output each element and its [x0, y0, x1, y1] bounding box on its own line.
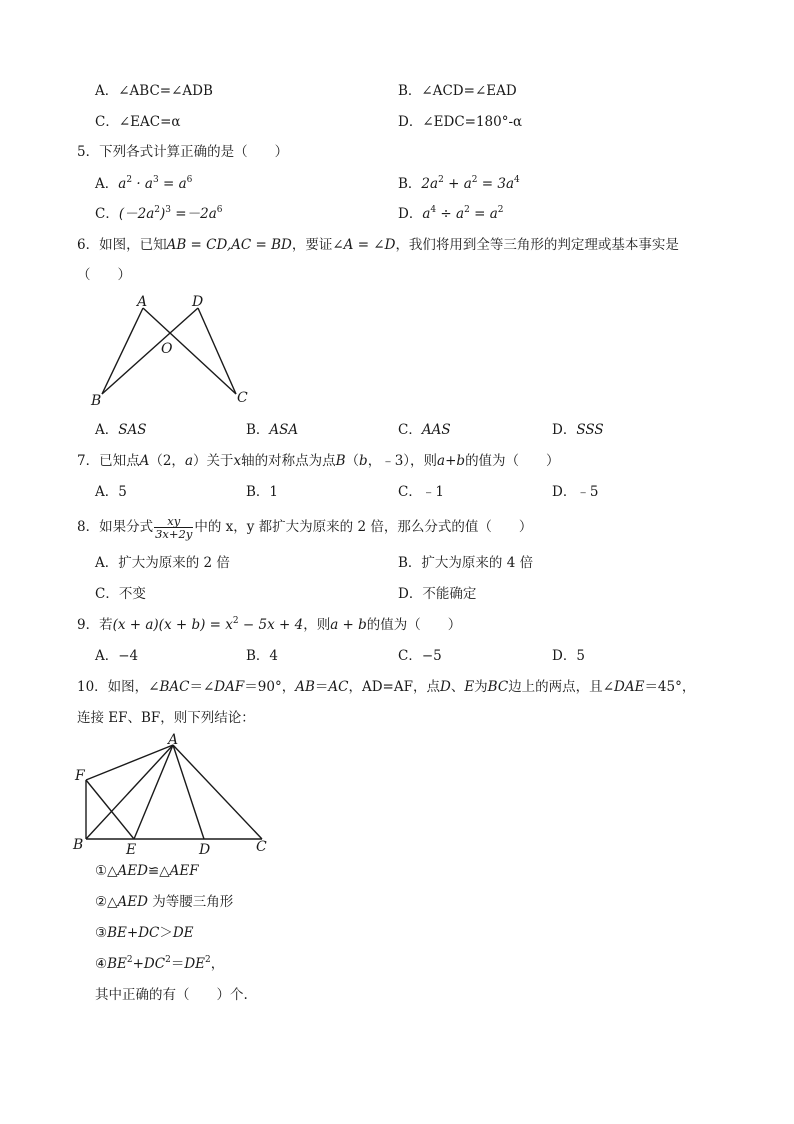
q7-option-a: A．5 — [95, 484, 127, 500]
label-b: B — [91, 393, 102, 409]
q8-option-a: A．扩大为原来的 2 倍 — [95, 555, 230, 571]
q4-option-d: D．∠EDC=180°-α — [398, 114, 523, 130]
q10-stem-line2: 连接 EF、BF，则下列结论： — [77, 710, 255, 726]
label-d: D — [192, 294, 204, 310]
q5-option-a: A．$a^2 \cdot a^3 = a^6$ — [95, 175, 193, 192]
q9-option-b: B．4 — [246, 648, 279, 664]
q9-stem: 9．若$(x + a)(x + b) = x^2 - 5x + 4$，则a + b的值为（ ） — [77, 616, 462, 633]
q5-option-b: B．$2a^2 + a^2 = 3a^4$ — [398, 175, 520, 192]
q6-option-a: A．SAS — [95, 422, 147, 438]
q5-option-d: D．$a^4 \div a^2 = a^2$ — [398, 205, 504, 222]
label-e: E — [126, 842, 137, 857]
q5-option-c: C．$(-2a^2)^3 =-2a^6$ — [95, 205, 223, 222]
q8-option-c: C．不变 — [95, 586, 146, 602]
q10-conclusion-2: ②△AED 为等腰三角形 — [95, 894, 234, 910]
q10-conclusion-1: ①△AED≌△AEF — [95, 863, 199, 879]
segment-db — [102, 308, 198, 394]
segment-ae — [134, 745, 173, 839]
segment-ab — [86, 745, 173, 839]
q7-option-c: C．﹣1 — [398, 484, 444, 500]
q4-option-b: B．∠ACD=∠EAD — [398, 83, 517, 99]
q6-answer-paren: （ ） — [77, 267, 131, 283]
q10-question: 其中正确的有（ ）个. — [95, 987, 248, 1003]
q6-option-c: C．AAS — [398, 422, 451, 438]
label-d: D — [199, 842, 211, 857]
q6-stem: 6．如图，已知AB = CD,AC = BD，要证∠A = ∠D，我们将用到全等三角形的判定理或基本事实是 — [77, 237, 679, 253]
q5-stem: 5．下列各式计算正确的是（ ） — [77, 144, 289, 160]
q7-option-b: B．1 — [246, 484, 279, 500]
q9-option-a: A．−4 — [95, 648, 139, 664]
q8-option-b: B．扩大为原来的 4 倍 — [398, 555, 534, 571]
q9-option-c: C．−5 — [398, 648, 442, 664]
segment-ac — [143, 308, 236, 394]
q6-option-b: B．ASA — [246, 422, 299, 438]
segment-dc — [198, 308, 236, 394]
q7-stem: 7．已知点A（2，a）关于x轴的对称点为点B（b，﹣3），则a+b的值为（ ） — [77, 453, 560, 469]
segment-ad — [173, 745, 204, 839]
label-a: A — [137, 294, 148, 310]
q9-option-d: D．5 — [552, 648, 585, 664]
q8-stem: 8．如果分式 $\frac{xy}{3x+2y}$ 中的 x，y 都扩大为原来的 2 倍，那么分式的值（ ） — [77, 514, 533, 541]
q10-conclusion-3: ③BE+DC＞DE — [95, 925, 194, 941]
label-c: C — [237, 390, 248, 406]
label-a: A — [168, 732, 179, 748]
segment-fe — [86, 780, 134, 839]
label-o: O — [161, 341, 173, 357]
q10-stem-line1: 10．如图，∠BAC＝∠DAF＝90°，AB＝AC，AD=AF，点D、E为BC边上的两点，且∠DAE＝45°， — [77, 679, 696, 695]
q7-option-d: D．﹣5 — [552, 484, 599, 500]
segment-ab — [102, 308, 143, 394]
q6-figure — [85, 290, 265, 415]
q10-figure — [70, 732, 280, 857]
q4-option-a: A．∠ABC=∠ADB — [95, 83, 213, 99]
label-f: F — [75, 768, 85, 784]
q4-option-c: C．∠EAC=α — [95, 114, 181, 130]
q6-option-d: D．SSS — [552, 422, 604, 438]
label-c: C — [256, 839, 267, 855]
q8-option-d: D．不能确定 — [398, 586, 477, 602]
label-b: B — [73, 837, 84, 853]
segment-ac — [173, 745, 262, 839]
q8-fraction: $\frac{xy}{3x+2y}$ — [155, 514, 193, 541]
q10-conclusion-4: $④BE^2+DC^2=DE^2$， — [95, 955, 225, 972]
